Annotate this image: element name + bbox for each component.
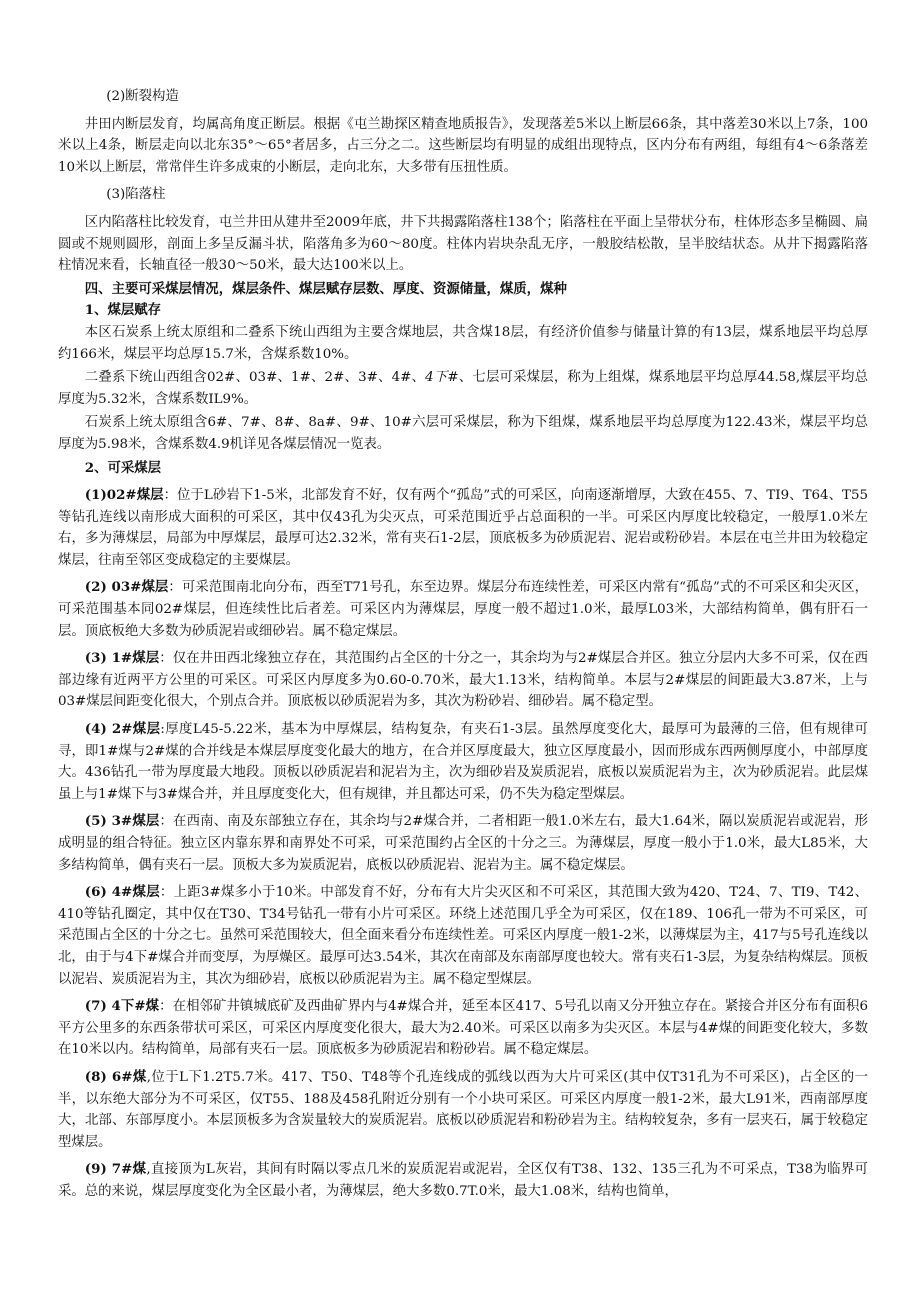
seam-label: (9) 7#煤: [84, 1161, 147, 1178]
seam-label: (2) 03#煤层: [84, 579, 169, 596]
seam-label: (6) 4#煤层: [84, 884, 160, 901]
collapse-column-paragraph: 区内陷落柱比较发育，屯兰井田从建井至2009年底，井下共揭露陷落柱138个；陷落柱在平面上呈带状分布，柱体形态多呈椭圆、扁圆或不规则圆形，剖面上多呈反漏斗状，陷落角多为60～80度。柱体内岩块杂乱无序，一般胶结松散，呈半胶结状态。从井下揭露陷落柱情况来看，长轴直径一般30～50米，最大达100米以上。: [58, 214, 868, 274]
seam-4-lower: [58, 996, 868, 1061]
collapse-column-heading: (3)陷落柱: [106, 187, 166, 203]
seam-3: [58, 811, 868, 876]
seam-sep: :: [160, 722, 165, 738]
seam-label: (7) 4下#煤: [84, 998, 160, 1015]
seam-2: [58, 719, 868, 805]
seam-sep: ,: [146, 1069, 151, 1085]
fault-paragraph: 井田内断层发育，均属高角度正断层。根据《屯兰勘探区精查地质报告》，发现落差5米以上断层66条，其中落差30米以上7条，100米以上4条，断层走向以北东35°～65°者居多，占三分之二。这些断层均有明显的成组出现特点，区内分布有两组，每组有4～6条落差10米以上断层，常常伴生许多成束的小断层，走向北东，大多带有压扭性质。: [58, 116, 868, 175]
seam-4: [58, 882, 868, 990]
minable-seams-heading: 2、可采煤层: [84, 459, 162, 476]
seam-sep: ：: [168, 580, 182, 596]
seam-text: 厚度L45-5.22米，基本为中厚煤层，结构复杂，有夹石1-3层。虽然厚度变化大，最厚可为最薄的三倍，但有规律可寻，即1#煤与2#煤的合并线是本煤层厚度变化最大的地方，在合并区厚度最大，独立区厚度最小，因而形成东西两侧厚度小，中部厚度大。436钻孔一带为厚度最大地段。顶板以砂质泥岩和泥岩为主，次为细砂岩及炭质泥岩，底板以炭质泥岩为主，次为砂质泥岩。此层煤虽上与1#煤下与3#煤合并，并且厚度变化大，但有规律，并且都达可采，仍不失为稳定型煤层。: [58, 722, 868, 802]
seam-text: 仅在井田西北缘独立存在，其范围约占全区的十分之一，其余均为与2#煤层合并区。独立分层内大多不可采，仅在西部边缘有近两平方公里的可采区。可采区内厚度多为0.60-0.70米，最大1.13米，结构简单。本层与2#煤层的间距最大3.87米，上与03#煤层间距变化很大，个别点合并。顶底板以砂质泥岩为多，其次为粉砂岩、细砂岩。属不稳定型。: [58, 651, 868, 710]
seam-label: (1)02#煤层: [84, 487, 164, 504]
section-4-heading: 四、主要可采煤层情况，煤层条件、煤层赋存层数、厚度、资源储量，煤质，煤种: [84, 280, 567, 297]
seam-03: [58, 577, 868, 642]
seam-sep: ：: [159, 885, 174, 901]
seam-6: [58, 1067, 868, 1153]
seam-text: 位于L砂岩下1-5米，北部发育不好，仅有两个“孤岛”式的可采区，向南逐渐增厚，大致在455、7、TI9、T64、T55等钻孔连线以南形成大面积的可采区，其中仅43孔为尖灭点，可采范围近乎占总面积的一半。可采区内厚度比较稳定，一般厚1.0米左右，多为薄煤层，局部为中厚煤层，最厚可达2.32米，常有夹石1-2层，顶底板多为砂质泥岩、泥岩或粉砂岩。本层在屯兰井田为较稳定煤层，往南至邻区变成稳定的主要煤层。: [58, 488, 869, 568]
seam-label: (4) 2#煤层: [84, 721, 161, 738]
seam-text: 直接顶为L灰岩，其间有时隔以零点几米的炭质泥岩或泥岩，全区仅有T38、132、135三孔为不可采点，T38为临界可采。总的来说，煤层厚度变化为全区最小者，为薄煤层，绝大多数0.7T.0米，最大1.08米，结构也简单，: [58, 1162, 868, 1199]
p2-text-a: 二叠系下统山西组含02#、03#、1#、2#、3#、4#、: [84, 370, 426, 386]
seam-text: 上距3#煤多小于10米。中部发育不好，分布有大片尖灭区和不可采区，其范围大致为420、T24、7、TI9、T42、410等钻孔圈定，其中仅在T30、T34号钻孔一带有小片可采区。环绕上述范围几乎全为可采区，仅在189、106孔一带为不可采区，可采范围占全区的十分之七。虽然可采范围较大，但全面来看分布连续性差。可采区内厚度一般1-2米，以薄煤层为主，417与5号孔连线以北，由于与4下#煤合并而变厚，为厚燥区。最厚可达3.54米，其次在南部及东南部厚度也较大。常有夹石1-3层，为复杂结构煤层。顶板以泥岩、炭质泥岩为主，其次为细砂岩，底板以砂质泥岩为主。属不稳定型煤层。: [58, 885, 869, 987]
seam-sep: ：: [159, 814, 174, 830]
occurrence-paragraph-1: 本区石炭系上统太原组和二叠系下统山西组为主要含煤地层，共含煤18层，有经济价值参与储量计算的有13层，煤系地层平均总厚约166米，煤层平均总厚15.7米，含煤系数10%。: [58, 324, 868, 362]
seam-label: (8) 6#煤: [84, 1068, 147, 1085]
seam-sep: ：: [163, 488, 178, 504]
seam-sep: ：: [159, 651, 173, 667]
seam-02: [58, 485, 868, 571]
seam-sep: ：: [159, 999, 173, 1015]
seam-text: 在西南、南及东部独立存在，其余均与2#煤合并，二者相距一般1.0米左右，最大1.64米，隔以炭质泥岩或泥岩，形成明显的组合特征。独立区内靠东界和南界处不可采，可采范围约占全区的十分之三。为薄煤层，厚度一般小于1.0米，最大L85米，大多结构简单，偶有夹石一层。顶板大多为炭质泥岩，底板以砂质泥岩、泥岩为主。属不稳定煤层。: [58, 814, 868, 873]
seam-text: 在相邻矿井镇城底矿及西曲矿界内与4#煤合并，延至本区417、5号孔以南又分开独立存在。紧接合并区分布有面积6平方公里多的东西条带状可采区，可采区内厚度变化很大，最大为2.40米。可采区以南多为尖灭区。本层与4#煤的间距变化较大，多数在10米以内。结构简单，局部有夹石一层。顶底板多为砂质泥岩和粉砂岩。属不稳定煤层。: [58, 999, 868, 1058]
seam-1: [58, 648, 868, 713]
seam-text: 可采范围南北向分布，西至T71号孔，东至边界。煤层分布连续性差，可采区内常有“孤岛”式的不可采区和尖灭区，可采范围基本同02#煤层，但连续性比后者差。可采区内为薄煤层，厚度一般不超过1.0米，最厚L03米，大部结构简单，偶有肝石一层。顶底板绝大多数为砂质泥岩或细砂岩。属不稳定煤层。: [58, 580, 868, 639]
coal-seam-occurrence-heading: 1、煤层赋存: [84, 302, 162, 319]
seam-sep: ,: [146, 1162, 151, 1178]
occurrence-paragraph-3: 石炭系上统太原组含6#、7#、8#、8a#、9#、10#六层可采煤层，称为下组煤，煤系地层平均总厚度为122.43米，煤层平均总厚度为5.98米，含煤系数4.9机详见各煤层情况一览表。: [58, 415, 868, 452]
seam-text: 位于L下1.2T5.7米。417、T50、T48等个孔连线成的弧线以西为大片可采区(其中仅T31孔为不可采区)，占全区的一半，以东绝大部分为不可采区，仅T55、188及458孔附近分别有一个小块可采区。可采区内厚度一般1-2米，最大L91米，西南部厚度大，北部、东部厚度小。本层顶板多为含炭量较大的炭质泥岩。底板以砂质泥岩和粉砂岩为主。结构较复杂，多有一层夹石，属于较稳定型煤层。: [58, 1069, 868, 1150]
fault-heading: (2)断裂构造: [106, 89, 179, 104]
p2-text-b: 、七层可采煤层，称为上组煤，煤系地层平均总厚44.58,煤层平均总厚度为5.32米，含煤系数IL9%。: [58, 370, 868, 407]
p2-italic-seam: 4下#: [425, 370, 459, 386]
seam-7: [58, 1159, 868, 1202]
seam-label: (5) 3#煤层: [84, 813, 160, 830]
seam-label: (3) 1#煤层: [84, 650, 160, 667]
occurrence-paragraph-2: [58, 367, 868, 410]
